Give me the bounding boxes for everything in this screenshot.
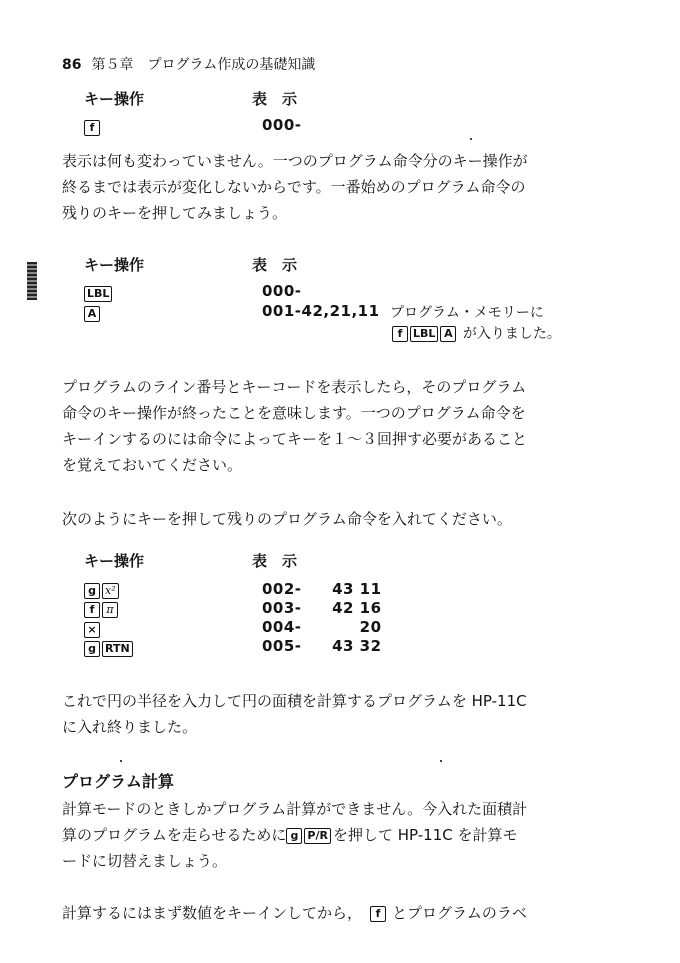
table1-key-header: キー操作 — [84, 90, 145, 108]
text-span: 算のプログラムを走らせるために — [62, 826, 287, 844]
text-span: を押して HP-11C を計算モ — [332, 826, 518, 844]
key-code: 43 32 — [332, 637, 382, 655]
paragraph-3 — [62, 506, 602, 532]
text-line: 次のようにキーを押して残りのプログラム命令を入れてください。 — [62, 510, 512, 528]
paragraph-6 — [62, 900, 602, 926]
table1-display-header: 表 示 — [252, 90, 298, 108]
table2-row2-keys — [84, 303, 102, 322]
table1-row-display: 000- — [262, 116, 302, 134]
table3-row2-keys — [84, 599, 120, 618]
text-line: これで円の半径を入力して円の面積を計算するプログラムを HP-11C — [62, 692, 527, 710]
key-g: g — [84, 641, 100, 657]
text-line: に入れ終りました。 — [62, 718, 198, 736]
paragraph-2 — [62, 374, 602, 478]
table2-display-header: 表 示 — [252, 256, 298, 274]
table3-row4-display — [262, 637, 382, 655]
key-lbl: LBL — [84, 286, 112, 302]
table3-row1-keys — [84, 580, 121, 599]
page-header — [62, 54, 315, 74]
table3-row3-display — [262, 618, 382, 636]
key-f: f — [84, 120, 100, 136]
key-g: g — [84, 583, 100, 599]
line-number: 004- — [262, 618, 302, 636]
table2-key-header: キー操作 — [84, 256, 145, 274]
chapter-title: 第５章 プログラム作成の基礎知識 — [91, 57, 316, 73]
table3-row2-display — [262, 599, 382, 617]
text-line: キーインするのには命令によってキーを１～３回押す必要があること — [62, 430, 528, 448]
key-x-squared: x² — [102, 583, 119, 599]
paragraph-5 — [62, 796, 602, 874]
speck — [470, 138, 472, 140]
key-a: A — [84, 306, 100, 322]
text-line: 終るまでは表示が変化しないからです。一番始めのプログラム命令の — [62, 178, 526, 196]
key-f: f — [370, 906, 386, 922]
text-span: 計算するにはまず数値をキーインしてから， — [62, 904, 363, 922]
key-f: f — [392, 326, 408, 342]
key-code: 42 16 — [332, 599, 382, 617]
text-line — [62, 900, 602, 926]
line-number: 002- — [262, 580, 302, 598]
key-multiply: × — [84, 622, 100, 638]
text-line: プログラムのライン番号とキーコードを表示したら，そのプログラム — [62, 378, 527, 396]
key-p-r: P/R — [304, 828, 331, 844]
paragraph-4 — [62, 688, 602, 740]
table3-row4-keys — [84, 638, 135, 657]
text-line: 表示は何も変わっていません。一つのプログラム命令分のキー操作が — [62, 152, 528, 170]
key-code: 20 — [359, 618, 382, 636]
line-number: 005- — [262, 637, 302, 655]
key-g: g — [286, 828, 302, 844]
note-text: が入りました。 — [462, 326, 561, 342]
key-f: f — [84, 602, 100, 618]
table3-key-header: キー操作 — [84, 552, 145, 570]
table2-row1-keys — [84, 283, 114, 302]
thumb-index-tab — [27, 262, 37, 300]
key-code: 43 11 — [332, 580, 382, 598]
table2-row2-display: 001-42,21,11 — [262, 302, 380, 320]
paragraph-1 — [62, 148, 602, 226]
speck — [440, 760, 442, 762]
speck — [120, 760, 122, 762]
page-number: 86 — [62, 57, 82, 73]
table2-row2-note: プログラム・メモリーに — [390, 305, 544, 321]
table1-row-keys — [84, 117, 102, 136]
key-lbl: LBL — [410, 326, 438, 342]
key-pi: π — [102, 602, 118, 618]
table2-row1-display: 000- — [262, 282, 302, 300]
line-number: 003- — [262, 599, 302, 617]
text-line: ードに切替えましょう。 — [62, 852, 228, 870]
table2-note2 — [392, 323, 561, 343]
text-span: とプログラムのラベ — [392, 904, 527, 922]
text-line — [62, 822, 602, 848]
text-line: 残りのキーを押してみましょう。 — [62, 204, 288, 222]
table3-display-header: 表 示 — [252, 552, 298, 570]
text-line: を覚えておいてください。 — [62, 456, 243, 474]
table3-row3-keys — [84, 619, 102, 638]
section-title: プログラム計算 — [62, 772, 174, 791]
text-line: 計算モードのときしかプログラム計算ができません。今入れた面積計 — [62, 800, 528, 818]
table3-row1-display — [262, 580, 382, 598]
key-rtn: RTN — [102, 641, 133, 657]
key-a: A — [440, 326, 456, 342]
text-line: 命令のキー操作が終ったことを意味します。一つのプログラム命令を — [62, 404, 526, 422]
